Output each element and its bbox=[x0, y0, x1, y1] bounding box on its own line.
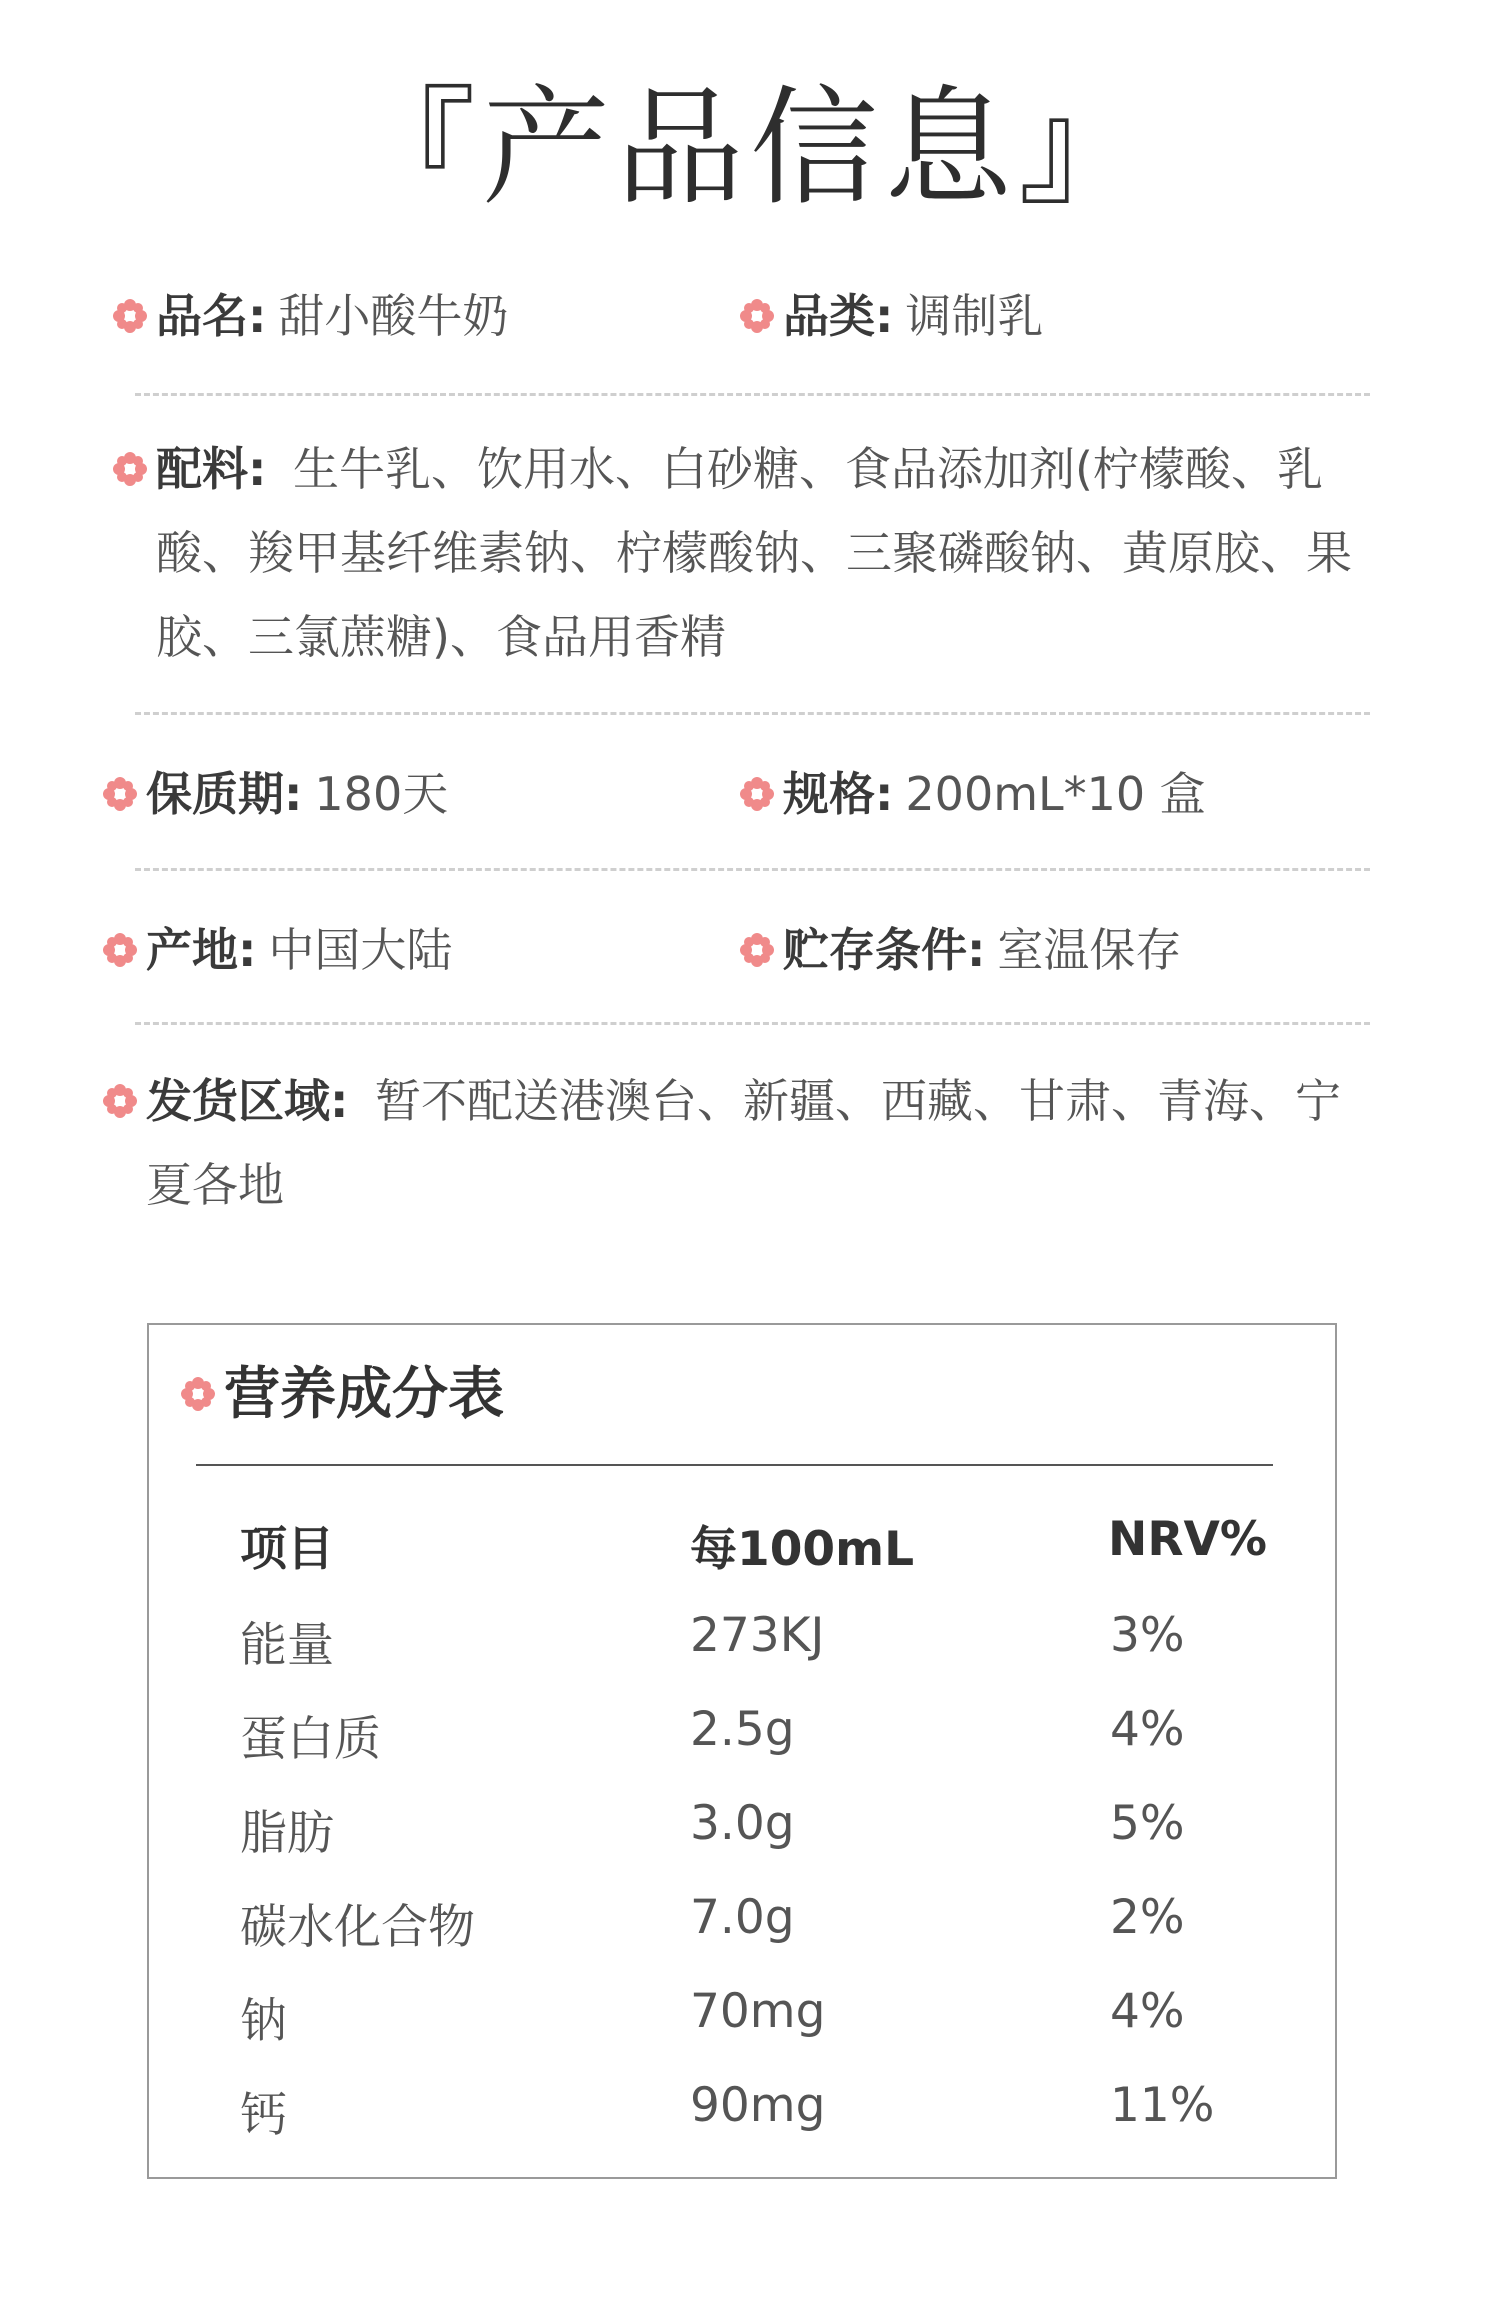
nutrition-cell-item: 碳水化合物 bbox=[240, 1900, 475, 1955]
info-category bbox=[737, 287, 1043, 345]
nutrition-cell-item: 能量 bbox=[240, 1618, 334, 1673]
nutrition-cell-nrv: 11% bbox=[1110, 2078, 1215, 2133]
nutrition-rule bbox=[196, 1464, 1273, 1466]
info-shelf-life-label: 保质期: bbox=[146, 767, 303, 821]
info-category-value: 调制乳 bbox=[905, 289, 1044, 343]
divider bbox=[135, 393, 1370, 396]
nutrition-cell-nrv: 3% bbox=[1110, 1608, 1185, 1663]
flower-icon bbox=[110, 449, 150, 489]
page-title: 『产品信息』 bbox=[347, 74, 1152, 223]
divider bbox=[135, 868, 1370, 871]
nutrition-header-per100: 每100mL bbox=[690, 1522, 915, 1577]
info-shelf-life bbox=[100, 765, 448, 823]
nutrition-cell-item: 脂肪 bbox=[240, 1806, 334, 1861]
flower-icon bbox=[100, 930, 140, 970]
nutrition-cell-item: 蛋白质 bbox=[240, 1712, 381, 1767]
info-shipping bbox=[100, 1072, 1400, 1227]
flower-icon bbox=[737, 930, 777, 970]
nutrition-cell-nrv: 2% bbox=[1110, 1890, 1185, 1945]
nutrition-cell-value: 2.5g bbox=[690, 1702, 795, 1757]
info-name bbox=[110, 287, 508, 345]
nutrition-cell-item: 钠 bbox=[240, 1994, 287, 2049]
nutrition-cell-value: 7.0g bbox=[690, 1890, 795, 1945]
nutrition-cell-item: 钙 bbox=[240, 2088, 287, 2143]
divider bbox=[135, 712, 1370, 715]
flower-icon bbox=[737, 774, 777, 814]
info-origin-label: 产地: bbox=[146, 923, 257, 977]
info-ingredients-value: 生牛乳、饮用水、白砂糖、食品添加剂(柠檬酸、乳酸、羧甲基纤维素钠、柠檬酸钠、三聚磷酸钠、黄原胶、果胶、三氯蔗糖)、食品用香精 bbox=[156, 442, 1352, 664]
info-shipping-label: 发货区域: bbox=[146, 1074, 349, 1128]
info-name-value: 甜小酸牛奶 bbox=[278, 289, 509, 343]
nutrition-cell-nrv: 4% bbox=[1110, 1702, 1185, 1757]
nutrition-header-nrv: NRV% bbox=[1108, 1512, 1267, 1567]
nutrition-cell-value: 70mg bbox=[690, 1984, 826, 2039]
divider bbox=[135, 1022, 1370, 1025]
nutrition-cell-value: 273KJ bbox=[690, 1608, 825, 1663]
info-name-label: 品名: bbox=[156, 289, 267, 343]
info-storage bbox=[737, 921, 1181, 979]
nutrition-cell-nrv: 4% bbox=[1110, 1984, 1185, 2039]
flower-icon bbox=[737, 296, 777, 336]
nutrition-heading bbox=[178, 1360, 504, 1430]
info-spec-value: 200mL*10 盒 bbox=[905, 767, 1206, 821]
info-ingredients bbox=[110, 440, 1400, 679]
info-storage-label: 贮存条件: bbox=[783, 923, 986, 977]
flower-icon bbox=[178, 1374, 218, 1414]
info-spec bbox=[737, 765, 1206, 823]
info-shelf-life-value: 180天 bbox=[314, 767, 449, 821]
info-shipping-value: 暂不配送港澳台、新疆、西藏、甘肃、青海、宁夏各地 bbox=[146, 1074, 1342, 1212]
info-origin-value: 中国大陆 bbox=[268, 923, 453, 977]
nutrition-title: 营养成分表 bbox=[224, 1362, 504, 1427]
info-ingredients-label: 配料: bbox=[156, 442, 267, 496]
info-origin bbox=[100, 921, 452, 979]
nutrition-cell-value: 90mg bbox=[690, 2078, 826, 2133]
flower-icon bbox=[100, 1081, 140, 1121]
flower-icon bbox=[100, 774, 140, 814]
nutrition-cell-nrv: 5% bbox=[1110, 1796, 1185, 1851]
nutrition-cell-value: 3.0g bbox=[690, 1796, 795, 1851]
flower-icon bbox=[110, 296, 150, 336]
info-storage-value: 室温保存 bbox=[997, 923, 1182, 977]
info-category-label: 品类: bbox=[783, 289, 894, 343]
nutrition-header-item: 项目 bbox=[240, 1522, 334, 1577]
info-spec-label: 规格: bbox=[783, 767, 894, 821]
